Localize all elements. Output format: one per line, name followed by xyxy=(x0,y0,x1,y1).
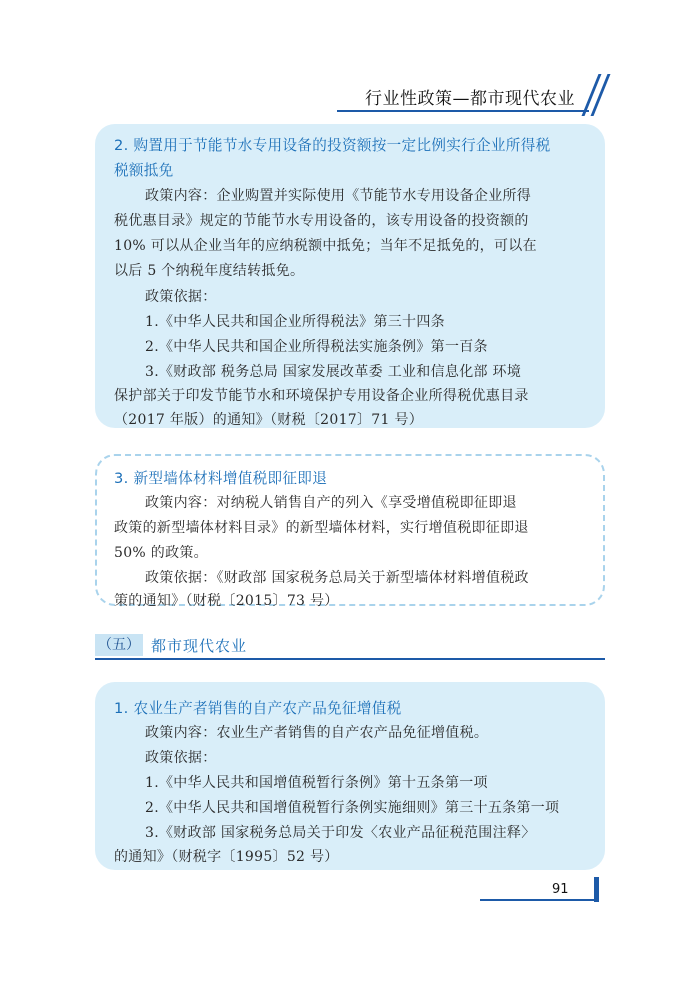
policy-basis-item: 政策依据：《财政部 国家税务总局关于新型墙体材料增值税政 xyxy=(145,570,529,586)
section-title: 都市现代农业 xyxy=(151,637,248,655)
policy-basis-item: 1.《中华人民共和国企业所得税法》第三十四条 xyxy=(145,314,445,330)
policy-text-line: 政策的新型墙体材料目录》的新型墙体材料，实行增值税即征即退 xyxy=(114,520,529,536)
policy-basis-item: 策的通知》（财税〔2015〕73 号） xyxy=(114,593,339,609)
policy-title: 2. 购置用于节能节水专用设备的投资额按一定比例实行企业所得税 xyxy=(114,137,551,154)
policy-basis-item: 2.《中华人民共和国增值税暂行条例实施细则》第三十五条第一项 xyxy=(145,800,560,816)
policy-text-line: 税优惠目录》规定的节能节水专用设备的，该专用设备的投资额的 xyxy=(114,213,529,229)
policy-basis-item: 2.《中华人民共和国企业所得税法实施条例》第一百条 xyxy=(145,339,488,355)
policy-basis-item: 3.《财政部 税务总局 国家发展改革委 工业和信息化部 环境 xyxy=(145,364,522,380)
policy-text-line: 政策内容：企业购置并实际使用《节能节水专用设备企业所得 xyxy=(145,188,532,204)
footer-rule xyxy=(480,899,595,901)
running-header xyxy=(337,74,607,114)
policy-basis-item: 保护部关于印发节能节水和环境保护专用设备企业所得税优惠目录 xyxy=(114,388,529,404)
policy-basis-item: 的通知》（财税字〔1995〕52 号） xyxy=(114,849,339,865)
policy-basis-label: 政策依据： xyxy=(145,289,217,305)
header-slash-decoration xyxy=(591,74,611,116)
policy-text-line: 以后 5 个纳税年度结转抵免。 xyxy=(114,263,305,279)
section-rule xyxy=(95,658,605,660)
policy-text-line: 50% 的政策。 xyxy=(114,545,208,561)
section-heading xyxy=(95,634,605,660)
policy-text-line: 政策内容：对纳税人销售自产的列入《享受增值税即征即退 xyxy=(145,495,517,511)
header-rule xyxy=(337,110,589,112)
policy-text-line: 政策内容：农业生产者销售的自产农产品免征增值税。 xyxy=(145,725,489,741)
policy-basis-item: （2017 年版）的通知》（财税〔2017〕71 号） xyxy=(114,412,424,428)
policy-basis-label: 政策依据： xyxy=(145,750,217,766)
policy-title: 1. 农业生产者销售的自产农产品免征增值税 xyxy=(114,700,402,717)
footer-bar xyxy=(594,877,599,902)
policy-title-continued: 税额抵免 xyxy=(114,162,174,179)
policy-basis-item: 3.《财政部 国家税务总局关于印发〈农业产品征税范围注释〉 xyxy=(145,825,536,841)
policy-text-line: 10% 可以从企业当年的应纳税额中抵免；当年不足抵免的，可以在 xyxy=(114,238,537,254)
page-number: 91 xyxy=(552,882,569,897)
section-number: （五） xyxy=(95,634,143,656)
header-title: 行业性政策—都市现代农业 xyxy=(365,89,575,109)
policy-title: 3. 新型墙体材料增值税即征即退 xyxy=(114,470,328,487)
policy-basis-item: 1.《中华人民共和国增值税暂行条例》第十五条第一项 xyxy=(145,775,488,791)
